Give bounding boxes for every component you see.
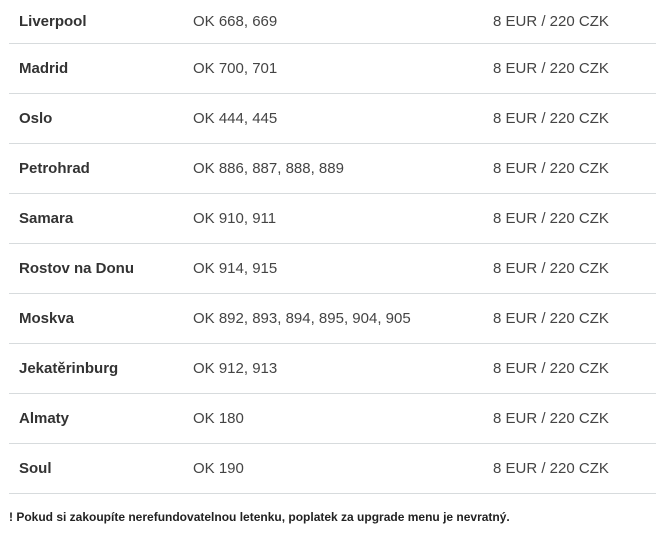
city-cell: Madrid <box>9 44 193 94</box>
price-cell: 8 EUR / 220 CZK <box>493 394 656 444</box>
table-row <box>9 194 656 244</box>
flights-cell: OK 190 <box>193 444 493 494</box>
refund-footnote: ! Pokud si zakoupíte nerefundovatelnou letenku, poplatek za upgrade menu je nevratný. <box>9 510 510 524</box>
city-cell: Petrohrad <box>9 144 193 194</box>
table-row <box>9 44 656 94</box>
price-cell: 8 EUR / 220 CZK <box>493 44 656 94</box>
price-cell: 8 EUR / 220 CZK <box>493 294 656 344</box>
flights-cell: OK 912, 913 <box>193 344 493 394</box>
city-cell: Moskva <box>9 294 193 344</box>
table-row <box>9 444 656 494</box>
table-row <box>9 294 656 344</box>
flights-cell: OK 886, 887, 888, 889 <box>193 144 493 194</box>
city-cell: Almaty <box>9 394 193 444</box>
table-row <box>9 0 656 44</box>
city-cell: Rostov na Donu <box>9 244 193 294</box>
flights-cell: OK 668, 669 <box>193 0 493 44</box>
price-cell: 8 EUR / 220 CZK <box>493 344 656 394</box>
price-cell: 8 EUR / 220 CZK <box>493 444 656 494</box>
city-cell: Jekatěrinburg <box>9 344 193 394</box>
city-cell: Samara <box>9 194 193 244</box>
flights-cell: OK 910, 911 <box>193 194 493 244</box>
city-cell: Liverpool <box>9 0 193 44</box>
flights-cell: OK 892, 893, 894, 895, 904, 905 <box>193 294 493 344</box>
table-row <box>9 144 656 194</box>
flights-cell: OK 700, 701 <box>193 44 493 94</box>
price-cell: 8 EUR / 220 CZK <box>493 94 656 144</box>
route-price-table <box>9 0 656 494</box>
flights-cell: OK 914, 915 <box>193 244 493 294</box>
price-cell: 8 EUR / 220 CZK <box>493 144 656 194</box>
price-cell: 8 EUR / 220 CZK <box>493 194 656 244</box>
route-price-table-body <box>9 0 656 494</box>
table-row <box>9 244 656 294</box>
flights-cell: OK 180 <box>193 394 493 444</box>
table-row <box>9 94 656 144</box>
price-cell: 8 EUR / 220 CZK <box>493 244 656 294</box>
city-cell: Oslo <box>9 94 193 144</box>
flights-cell: OK 444, 445 <box>193 94 493 144</box>
city-cell: Soul <box>9 444 193 494</box>
table-row <box>9 344 656 394</box>
price-cell: 8 EUR / 220 CZK <box>493 0 656 44</box>
table-row <box>9 394 656 444</box>
